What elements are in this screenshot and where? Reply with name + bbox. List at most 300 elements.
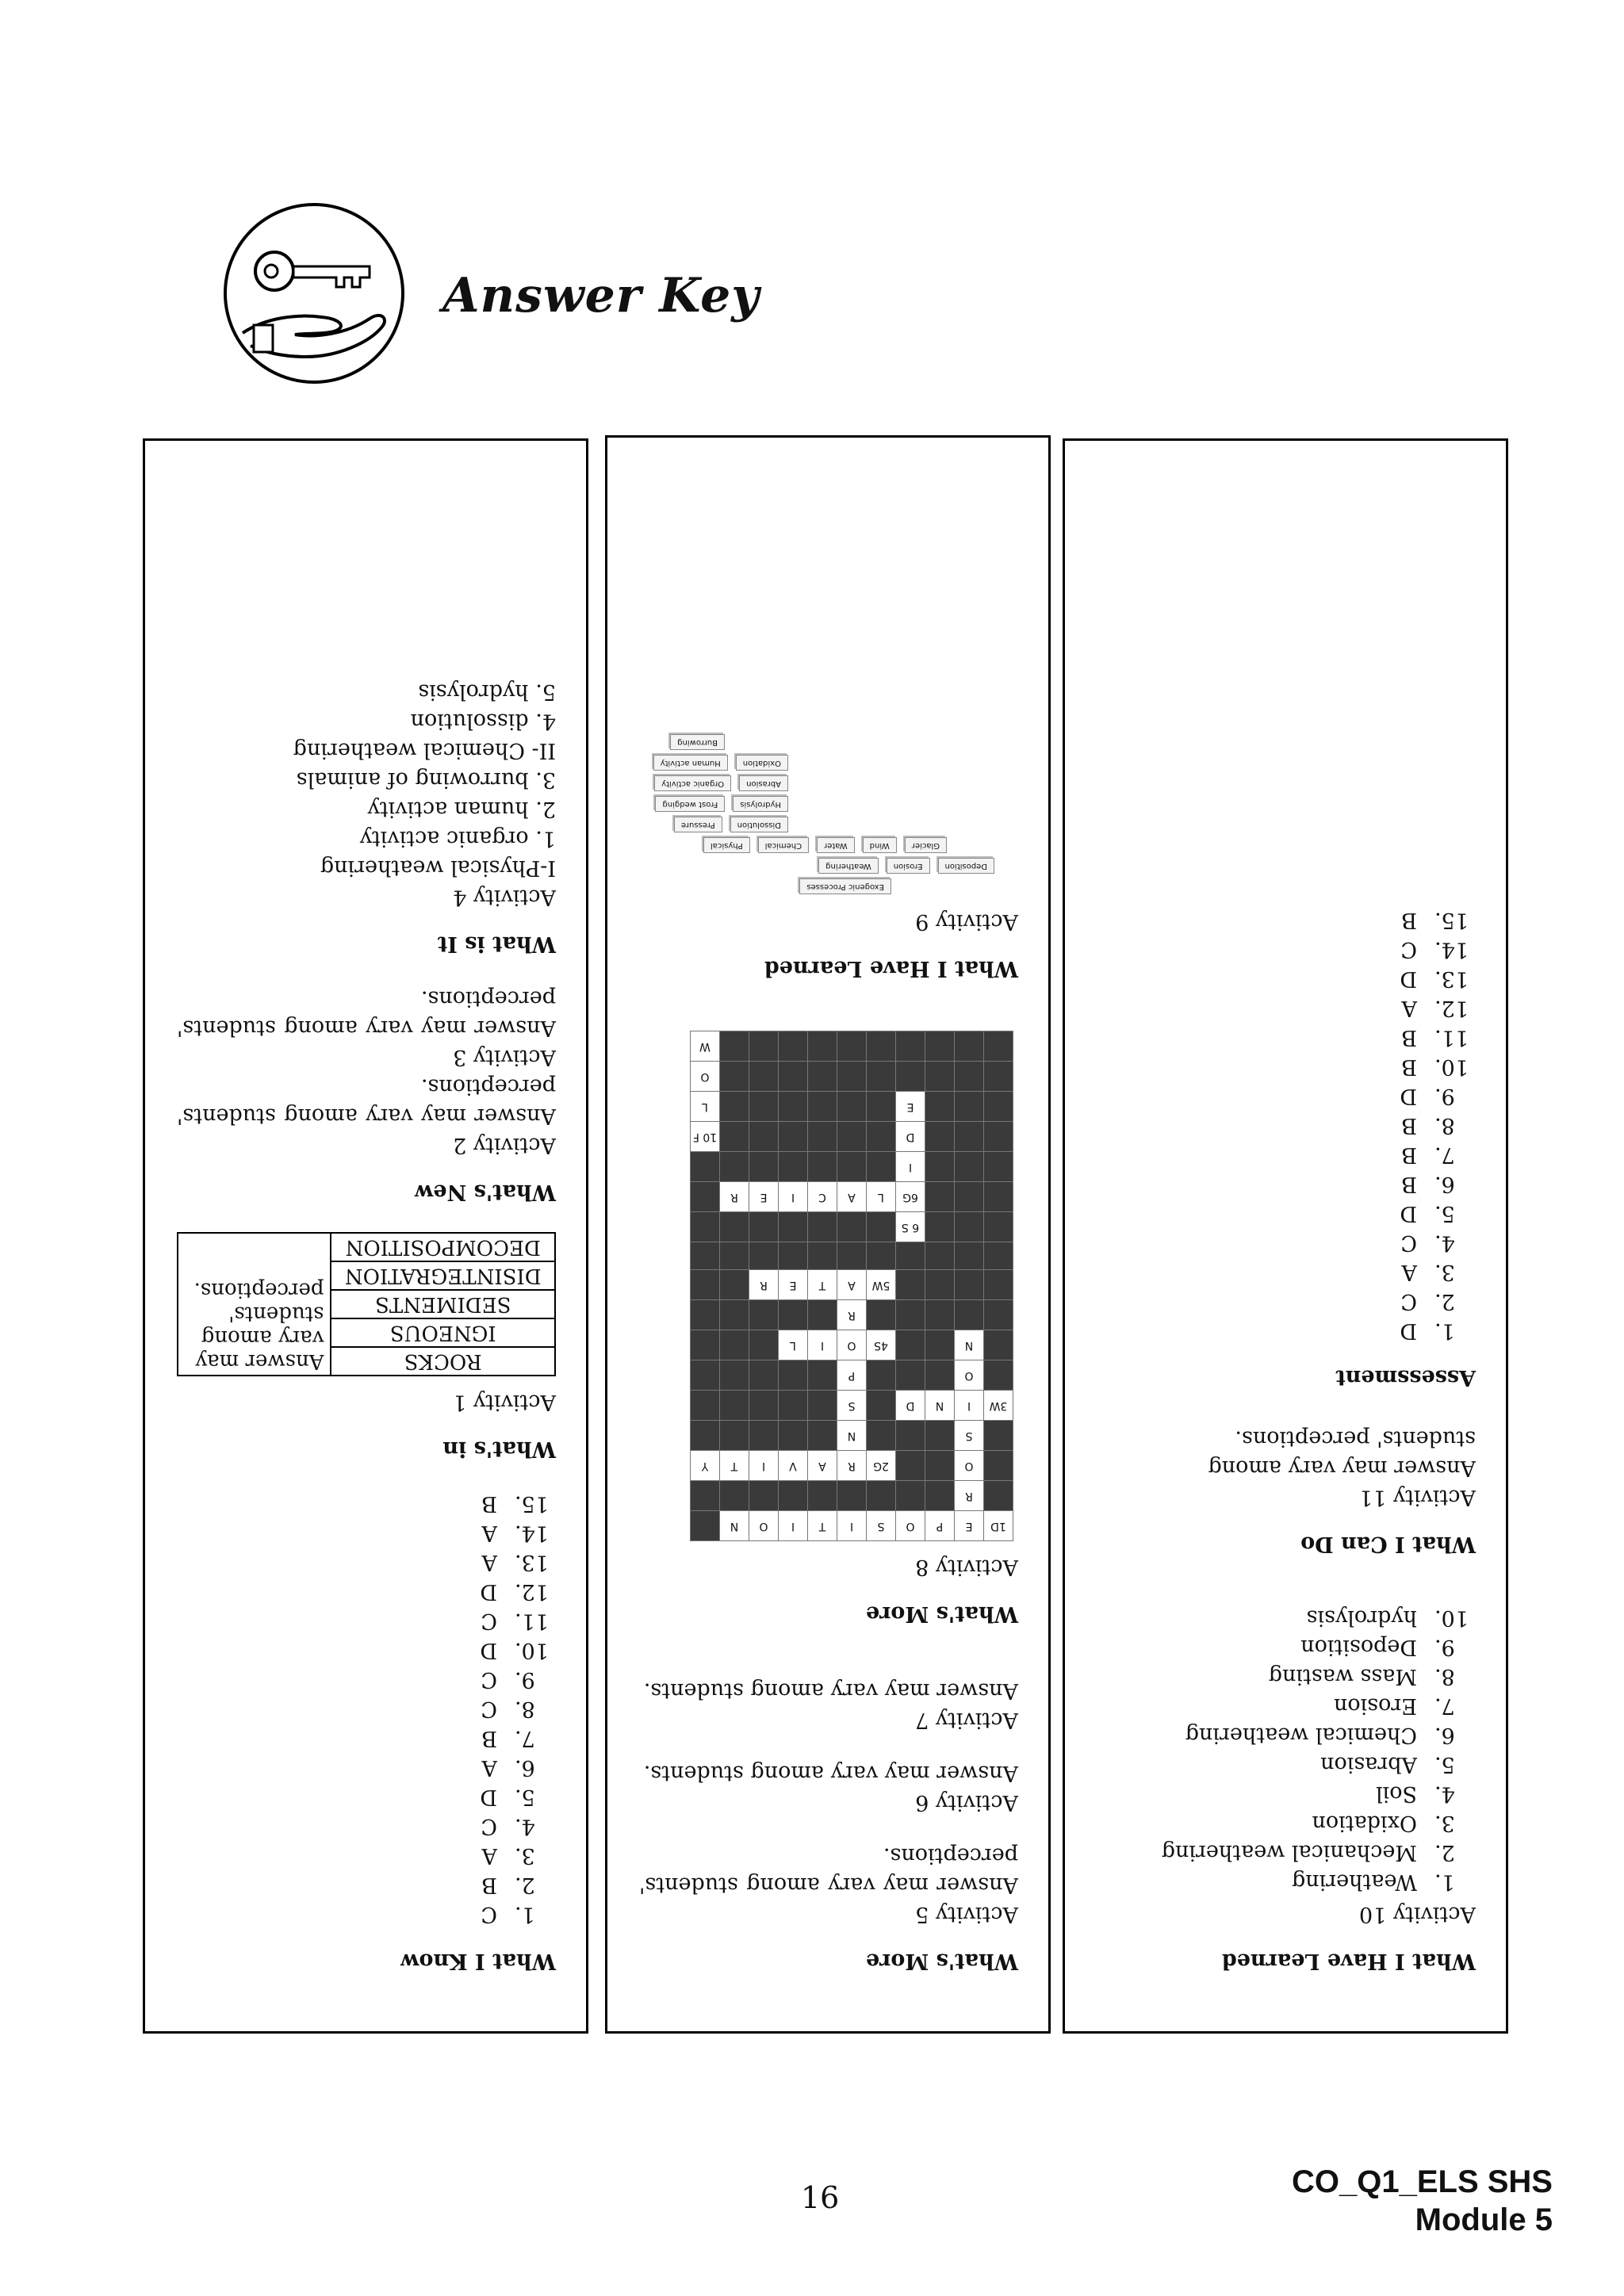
crossword-cell: Y bbox=[691, 1451, 720, 1481]
answer-value: B bbox=[481, 1726, 497, 1751]
crossword-blank-cell bbox=[749, 1062, 779, 1092]
crossword-blank-cell bbox=[955, 1300, 984, 1330]
crossword-blank-cell bbox=[720, 1092, 749, 1122]
answer-number: 9. bbox=[1434, 1635, 1455, 1659]
crossword-blank-cell bbox=[896, 1451, 925, 1481]
answer-item bbox=[177, 1841, 556, 1870]
crossword-blank-cell bbox=[955, 1212, 984, 1242]
crossword-grid bbox=[690, 1031, 1013, 1541]
answer-number: 1. bbox=[1434, 1869, 1455, 1894]
crossword-blank-cell bbox=[808, 1242, 837, 1270]
crossword-cell: R bbox=[749, 1270, 779, 1300]
section-heading: What I Have Learned bbox=[1221, 1949, 1476, 1973]
answer-note: Answer may vary among students' perceptions. bbox=[178, 1233, 331, 1376]
crossword-blank-cell bbox=[955, 1270, 984, 1300]
crossword-cell: P bbox=[925, 1511, 955, 1541]
crossword-blank-cell bbox=[720, 1031, 749, 1062]
answer-item bbox=[177, 1724, 556, 1753]
crossword-cell: O bbox=[955, 1360, 984, 1391]
answer-value: C bbox=[481, 1814, 497, 1839]
answer-value: B bbox=[1401, 1025, 1417, 1050]
answer-item bbox=[1097, 1316, 1476, 1345]
answer-number: 5. bbox=[1434, 1201, 1455, 1226]
crossword-blank-cell bbox=[808, 1300, 837, 1330]
answer-value: Chemical weathering bbox=[1185, 1723, 1417, 1747]
crossword-cell: 2G bbox=[867, 1451, 896, 1481]
concept-node: Human activity bbox=[653, 755, 728, 771]
concept-map bbox=[639, 734, 1018, 894]
answer-item bbox=[177, 1694, 556, 1724]
crossword-blank-cell bbox=[955, 1092, 984, 1122]
answer-number: 13. bbox=[1434, 966, 1469, 991]
answer-value: Mechanical weathering bbox=[1161, 1840, 1417, 1865]
answer-item bbox=[1097, 964, 1476, 993]
answer-number: 11. bbox=[515, 1609, 549, 1633]
crossword-blank-cell bbox=[925, 1421, 955, 1451]
answer-number: 5. bbox=[1434, 1752, 1455, 1777]
crossword-cell: I bbox=[896, 1152, 925, 1182]
crossword-cell: 6 S bbox=[896, 1212, 925, 1242]
answer-value: Deposition bbox=[1300, 1635, 1417, 1659]
answer-number: 12. bbox=[515, 1579, 549, 1604]
answer-value: Weathering bbox=[1291, 1869, 1417, 1894]
answer-number: 10. bbox=[515, 1638, 549, 1663]
crossword-blank-cell bbox=[867, 1031, 896, 1062]
answer-number: 15. bbox=[1434, 908, 1469, 932]
crossword-blank-cell bbox=[925, 1481, 955, 1511]
module-code-line: Module 5 bbox=[1415, 2202, 1553, 2237]
crossword-blank-cell bbox=[749, 1152, 779, 1182]
crossword-blank-cell bbox=[779, 1360, 808, 1391]
answer-item bbox=[177, 1812, 556, 1841]
crossword-blank-cell bbox=[955, 1152, 984, 1182]
crossword-blank-cell bbox=[749, 1092, 779, 1122]
answer-line: I-Physical weathering bbox=[320, 855, 556, 880]
crossword-blank-cell bbox=[925, 1152, 955, 1182]
crossword-blank-cell bbox=[779, 1092, 808, 1122]
answer-number: 7. bbox=[1434, 1142, 1455, 1167]
answer-number: 15. bbox=[515, 1491, 549, 1516]
crossword-blank-cell bbox=[691, 1152, 720, 1182]
crossword-cell: 3W bbox=[984, 1391, 1013, 1421]
crossword-blank-cell bbox=[925, 1242, 955, 1270]
answer-item bbox=[177, 1782, 556, 1812]
concept-node: Deposition bbox=[938, 858, 994, 874]
activity-label: Activity 7 bbox=[915, 1708, 1018, 1732]
crossword-cell: L bbox=[691, 1092, 720, 1122]
answer-item bbox=[1097, 1199, 1476, 1228]
crossword-cell: 6G bbox=[896, 1182, 925, 1212]
section-heading: What's More bbox=[865, 1601, 1018, 1626]
crossword-blank-cell bbox=[837, 1092, 867, 1122]
crossword-cell: L bbox=[779, 1330, 808, 1360]
crossword-cell: O bbox=[691, 1062, 720, 1092]
crossword-blank-cell bbox=[720, 1242, 749, 1270]
crossword-blank-cell bbox=[867, 1481, 896, 1511]
crossword-blank-cell bbox=[867, 1300, 896, 1330]
crossword-blank-cell bbox=[984, 1300, 1013, 1330]
crossword-cell: 4S bbox=[867, 1330, 896, 1360]
answer-value: A bbox=[1401, 996, 1417, 1020]
activity-label: Activity 6 bbox=[915, 1790, 1018, 1815]
crossword-blank-cell bbox=[984, 1421, 1013, 1451]
answer-number: 10. bbox=[1434, 1054, 1469, 1079]
crossword-blank-cell bbox=[955, 1031, 984, 1062]
crossword-blank-cell bbox=[749, 1421, 779, 1451]
answer-value: A bbox=[481, 1755, 497, 1780]
crossword-blank-cell bbox=[955, 1242, 984, 1270]
crossword-cell: I bbox=[779, 1182, 808, 1212]
panel-content-rotated bbox=[145, 441, 586, 2031]
answer-value: A bbox=[1401, 1260, 1417, 1284]
crossword-blank-cell bbox=[749, 1481, 779, 1511]
crossword-blank-cell bbox=[984, 1481, 1013, 1511]
crossword-blank-cell bbox=[720, 1391, 749, 1421]
answer-text: Answer may vary among students. bbox=[643, 1761, 1018, 1785]
crossword-blank-cell bbox=[720, 1330, 749, 1360]
answer-value: D bbox=[1400, 1318, 1417, 1343]
panel-content-rotated bbox=[607, 438, 1048, 2031]
answer-value: D bbox=[1400, 1201, 1417, 1226]
answer-item bbox=[1097, 1081, 1476, 1111]
answer-number: 2. bbox=[1434, 1289, 1455, 1314]
crossword-cell: A bbox=[808, 1451, 837, 1481]
answer-value: B bbox=[1401, 1113, 1417, 1138]
answer-value: B bbox=[481, 1491, 497, 1516]
answer-item bbox=[1097, 1632, 1476, 1662]
answer-item bbox=[1097, 1662, 1476, 1691]
crossword-blank-cell bbox=[925, 1330, 955, 1360]
crossword-blank-cell bbox=[720, 1122, 749, 1152]
crossword-blank-cell bbox=[779, 1152, 808, 1182]
answer-item bbox=[1097, 1867, 1476, 1896]
crossword-blank-cell bbox=[955, 1122, 984, 1152]
activity-label: Activity 9 bbox=[915, 909, 1018, 934]
crossword-blank-cell bbox=[749, 1031, 779, 1062]
crossword-blank-cell bbox=[749, 1242, 779, 1270]
answer-number: 11. bbox=[1434, 1025, 1469, 1050]
crossword-blank-cell bbox=[837, 1212, 867, 1242]
crossword-cell: I bbox=[749, 1451, 779, 1481]
crossword-cell: D bbox=[896, 1122, 925, 1152]
crossword-blank-cell bbox=[749, 1122, 779, 1152]
crossword-cell: N bbox=[955, 1330, 984, 1360]
crossword-blank-cell bbox=[691, 1300, 720, 1330]
answer-line: 3. burrowing of animals bbox=[296, 767, 556, 792]
crossword-cell: R bbox=[837, 1451, 867, 1481]
crossword-cell: T bbox=[808, 1511, 837, 1541]
answer-item bbox=[1097, 1023, 1476, 1052]
answer-number: 7. bbox=[515, 1726, 535, 1751]
answer-item bbox=[1097, 1838, 1476, 1867]
crossword-blank-cell bbox=[984, 1242, 1013, 1270]
crossword-cell: I bbox=[779, 1511, 808, 1541]
crossword-blank-cell bbox=[984, 1092, 1013, 1122]
answer-text: Answer may vary among students' perceptions. bbox=[177, 1074, 556, 1128]
answer-number: 6. bbox=[1434, 1723, 1455, 1747]
crossword-cell: N bbox=[925, 1391, 955, 1421]
panel-content-rotated bbox=[1065, 441, 1506, 2031]
answer-value: C bbox=[481, 1697, 497, 1721]
answer-item bbox=[1097, 1720, 1476, 1750]
crossword-cell: E bbox=[749, 1182, 779, 1212]
answer-item bbox=[1097, 1169, 1476, 1199]
activity-label: Activity 11 bbox=[1358, 1485, 1476, 1510]
crossword-cell: D bbox=[896, 1391, 925, 1421]
crossword-blank-cell bbox=[808, 1212, 837, 1242]
crossword-blank-cell bbox=[925, 1360, 955, 1391]
crossword-blank-cell bbox=[925, 1451, 955, 1481]
crossword-blank-cell bbox=[925, 1092, 955, 1122]
section-heading: What's More bbox=[865, 1949, 1018, 1973]
crossword-blank-cell bbox=[896, 1481, 925, 1511]
crossword-blank-cell bbox=[955, 1062, 984, 1092]
concept-node: Erosion bbox=[887, 858, 930, 874]
concept-node: Glacier bbox=[905, 837, 947, 853]
concept-node: Burrowing bbox=[670, 734, 725, 750]
crossword-blank-cell bbox=[867, 1092, 896, 1122]
term-cell: ROCKS bbox=[331, 1347, 555, 1376]
crossword-cell: V bbox=[779, 1451, 808, 1481]
crossword-blank-cell bbox=[955, 1182, 984, 1212]
crossword-blank-cell bbox=[691, 1242, 720, 1270]
crossword-blank-cell bbox=[779, 1212, 808, 1242]
section-heading: What's New bbox=[415, 1180, 556, 1204]
crossword-blank-cell bbox=[749, 1212, 779, 1242]
crossword-blank-cell bbox=[720, 1062, 749, 1092]
crossword-blank-cell bbox=[808, 1360, 837, 1391]
crossword-blank-cell bbox=[984, 1360, 1013, 1391]
crossword-cell: W bbox=[691, 1031, 720, 1062]
crossword-cell: 10 F bbox=[691, 1122, 720, 1152]
crossword-cell: A bbox=[837, 1270, 867, 1300]
crossword-cell: N bbox=[720, 1511, 749, 1541]
answer-value: hydrolysis bbox=[1306, 1605, 1417, 1630]
answer-number: 13. bbox=[515, 1550, 549, 1575]
answer-item bbox=[177, 1665, 556, 1694]
answer-text: Answer may vary among students. bbox=[643, 1678, 1018, 1703]
crossword-cell: C bbox=[808, 1182, 837, 1212]
crossword-cell: I bbox=[808, 1330, 837, 1360]
concept-node: Wind bbox=[863, 837, 897, 853]
crossword-blank-cell bbox=[867, 1391, 896, 1421]
answer-item bbox=[177, 1606, 556, 1636]
answer-number: 3. bbox=[1434, 1260, 1455, 1284]
answer-value: B bbox=[1401, 908, 1417, 932]
crossword-blank-cell bbox=[984, 1062, 1013, 1092]
answer-number: 7. bbox=[1434, 1693, 1455, 1718]
crossword-blank-cell bbox=[808, 1062, 837, 1092]
crossword-blank-cell bbox=[925, 1031, 955, 1062]
crossword-cell: 5W bbox=[867, 1270, 896, 1300]
answer-item bbox=[177, 1753, 556, 1782]
crossword-blank-cell bbox=[779, 1300, 808, 1330]
crossword-cell: O bbox=[955, 1451, 984, 1481]
answer-value: D bbox=[480, 1579, 497, 1604]
answer-value: C bbox=[1400, 1289, 1417, 1314]
crossword-blank-cell bbox=[984, 1031, 1013, 1062]
crossword-cell: S bbox=[837, 1391, 867, 1421]
answer-number: 3. bbox=[515, 1843, 535, 1868]
crossword-blank-cell bbox=[837, 1242, 867, 1270]
answer-value: C bbox=[1400, 937, 1417, 962]
answer-item bbox=[1097, 905, 1476, 935]
concept-node: Exogenic Processes bbox=[799, 878, 891, 894]
crossword-cell: T bbox=[720, 1451, 749, 1481]
answer-item bbox=[177, 1636, 556, 1665]
answer-value: B bbox=[1401, 1142, 1417, 1167]
crossword-blank-cell bbox=[867, 1212, 896, 1242]
crossword-blank-cell bbox=[896, 1330, 925, 1360]
answer-number: 6. bbox=[515, 1755, 535, 1780]
crossword-blank-cell bbox=[720, 1481, 749, 1511]
answer-number: 8. bbox=[515, 1697, 535, 1721]
activity-label: Activity 1 bbox=[453, 1390, 556, 1414]
activity-label: Activity 2 bbox=[453, 1133, 556, 1158]
term-cell: SEDIMENTS bbox=[331, 1290, 555, 1318]
crossword-blank-cell bbox=[984, 1270, 1013, 1300]
crossword-blank-cell bbox=[808, 1092, 837, 1122]
crossword-blank-cell bbox=[808, 1152, 837, 1182]
module-code-line: CO_Q1_ELS SHS bbox=[1291, 2164, 1553, 2199]
crossword-blank-cell bbox=[808, 1421, 837, 1451]
answer-value: Oxidation bbox=[1312, 1811, 1417, 1835]
answer-value: D bbox=[480, 1785, 497, 1809]
concept-node: Chemical bbox=[758, 837, 809, 853]
answer-value: D bbox=[480, 1638, 497, 1663]
term-cell: DISINTEGRATION bbox=[331, 1261, 555, 1290]
crossword-blank-cell bbox=[779, 1421, 808, 1451]
answer-value: B bbox=[1401, 1054, 1417, 1079]
crossword-blank-cell bbox=[925, 1300, 955, 1330]
section-heading: What's in bbox=[442, 1437, 556, 1461]
crossword-blank-cell bbox=[779, 1391, 808, 1421]
crossword-blank-cell bbox=[837, 1122, 867, 1152]
answer-number: 6. bbox=[1434, 1172, 1455, 1196]
activity-label: Activity 10 bbox=[1358, 1902, 1476, 1927]
answer-value: Erosion bbox=[1333, 1693, 1417, 1718]
crossword-blank-cell bbox=[691, 1481, 720, 1511]
concept-node: Dissolution bbox=[730, 817, 788, 832]
crossword-blank-cell bbox=[896, 1242, 925, 1270]
answer-panel-middle bbox=[605, 435, 1051, 2034]
crossword-blank-cell bbox=[867, 1360, 896, 1391]
answer-number: 8. bbox=[1434, 1664, 1455, 1689]
section-heading: Assessment bbox=[1335, 1365, 1476, 1390]
crossword-blank-cell bbox=[896, 1270, 925, 1300]
crossword-blank-cell bbox=[925, 1182, 955, 1212]
answer-item bbox=[1097, 1111, 1476, 1140]
crossword-cell: O bbox=[837, 1330, 867, 1360]
answer-item bbox=[1097, 1691, 1476, 1720]
crossword-blank-cell bbox=[837, 1152, 867, 1182]
activity-label: Activity 5 bbox=[915, 1902, 1018, 1927]
answer-item bbox=[1097, 1779, 1476, 1808]
crossword-cell: R bbox=[955, 1481, 984, 1511]
answer-value: C bbox=[481, 1667, 497, 1692]
crossword-blank-cell bbox=[779, 1031, 808, 1062]
crossword-blank-cell bbox=[720, 1212, 749, 1242]
crossword-blank-cell bbox=[779, 1242, 808, 1270]
crossword-cell: N bbox=[837, 1421, 867, 1451]
answer-key-logo-icon bbox=[219, 198, 409, 388]
answer-list bbox=[1097, 1603, 1476, 1896]
module-code bbox=[1292, 2163, 1553, 2239]
section-heading: What is It bbox=[437, 932, 556, 956]
crossword-cell: E bbox=[896, 1092, 925, 1122]
crossword-blank-cell bbox=[867, 1421, 896, 1451]
crossword-blank-cell bbox=[691, 1182, 720, 1212]
answer-line: 1. organic activity bbox=[359, 826, 556, 851]
crossword-cell: S bbox=[867, 1511, 896, 1541]
crossword-blank-cell bbox=[925, 1062, 955, 1092]
answer-value: C bbox=[1400, 1230, 1417, 1255]
answer-value: Abrasion bbox=[1320, 1752, 1417, 1777]
answer-item bbox=[1097, 1228, 1476, 1257]
crossword-blank-cell bbox=[896, 1360, 925, 1391]
crossword-blank-cell bbox=[691, 1511, 720, 1541]
concept-node: Pressure bbox=[674, 817, 722, 832]
crossword-blank-cell bbox=[867, 1062, 896, 1092]
crossword-blank-cell bbox=[808, 1122, 837, 1152]
crossword-blank-cell bbox=[691, 1360, 720, 1391]
crossword-cell: S bbox=[955, 1421, 984, 1451]
concept-node: Frost wedging bbox=[655, 796, 725, 812]
activity-label: Activity 3 bbox=[453, 1045, 556, 1070]
crossword-cell: 1D bbox=[984, 1511, 1013, 1541]
answer-number: 2. bbox=[1434, 1840, 1455, 1865]
answer-number: 14. bbox=[1434, 937, 1469, 962]
crossword-blank-cell bbox=[779, 1481, 808, 1511]
crossword-cell: A bbox=[837, 1182, 867, 1212]
concept-node: Water bbox=[817, 837, 855, 853]
answer-item bbox=[177, 1900, 556, 1929]
crossword-blank-cell bbox=[691, 1270, 720, 1300]
answer-list bbox=[1097, 905, 1476, 1345]
concept-node: Hydrolysis bbox=[733, 796, 788, 812]
answer-value: B bbox=[1401, 1172, 1417, 1196]
answer-number: 1. bbox=[515, 1902, 535, 1927]
crossword-blank-cell bbox=[720, 1300, 749, 1330]
crossword-cell: E bbox=[955, 1511, 984, 1541]
crossword-blank-cell bbox=[837, 1031, 867, 1062]
crossword-cell: E bbox=[779, 1270, 808, 1300]
crossword-blank-cell bbox=[779, 1062, 808, 1092]
activity-label: Activity 4 bbox=[453, 885, 556, 909]
concept-node: Physical bbox=[703, 837, 750, 853]
answer-item bbox=[1097, 1808, 1476, 1838]
concept-node: Organic activity bbox=[654, 775, 731, 791]
crossword-blank-cell bbox=[837, 1062, 867, 1092]
crossword-blank-cell bbox=[749, 1300, 779, 1330]
answer-number: 8. bbox=[1434, 1113, 1455, 1138]
crossword-blank-cell bbox=[691, 1330, 720, 1360]
answer-text: Answer may vary among students' perceptions. bbox=[177, 986, 556, 1040]
term-cell: IGNEOUS bbox=[331, 1318, 555, 1347]
answer-item bbox=[1097, 1603, 1476, 1632]
crossword-cell: R bbox=[837, 1300, 867, 1330]
answer-line: 4. dissolution bbox=[410, 709, 556, 733]
answer-value: C bbox=[481, 1609, 497, 1633]
answer-value: B bbox=[481, 1873, 497, 1897]
crossword-cell: I bbox=[955, 1391, 984, 1421]
answer-item bbox=[1097, 993, 1476, 1023]
crossword-blank-cell bbox=[808, 1481, 837, 1511]
crossword-blank-cell bbox=[691, 1391, 720, 1421]
crossword-cell: R bbox=[720, 1182, 749, 1212]
crossword-cell: L bbox=[867, 1182, 896, 1212]
section-heading: What I Can Do bbox=[1300, 1532, 1476, 1556]
